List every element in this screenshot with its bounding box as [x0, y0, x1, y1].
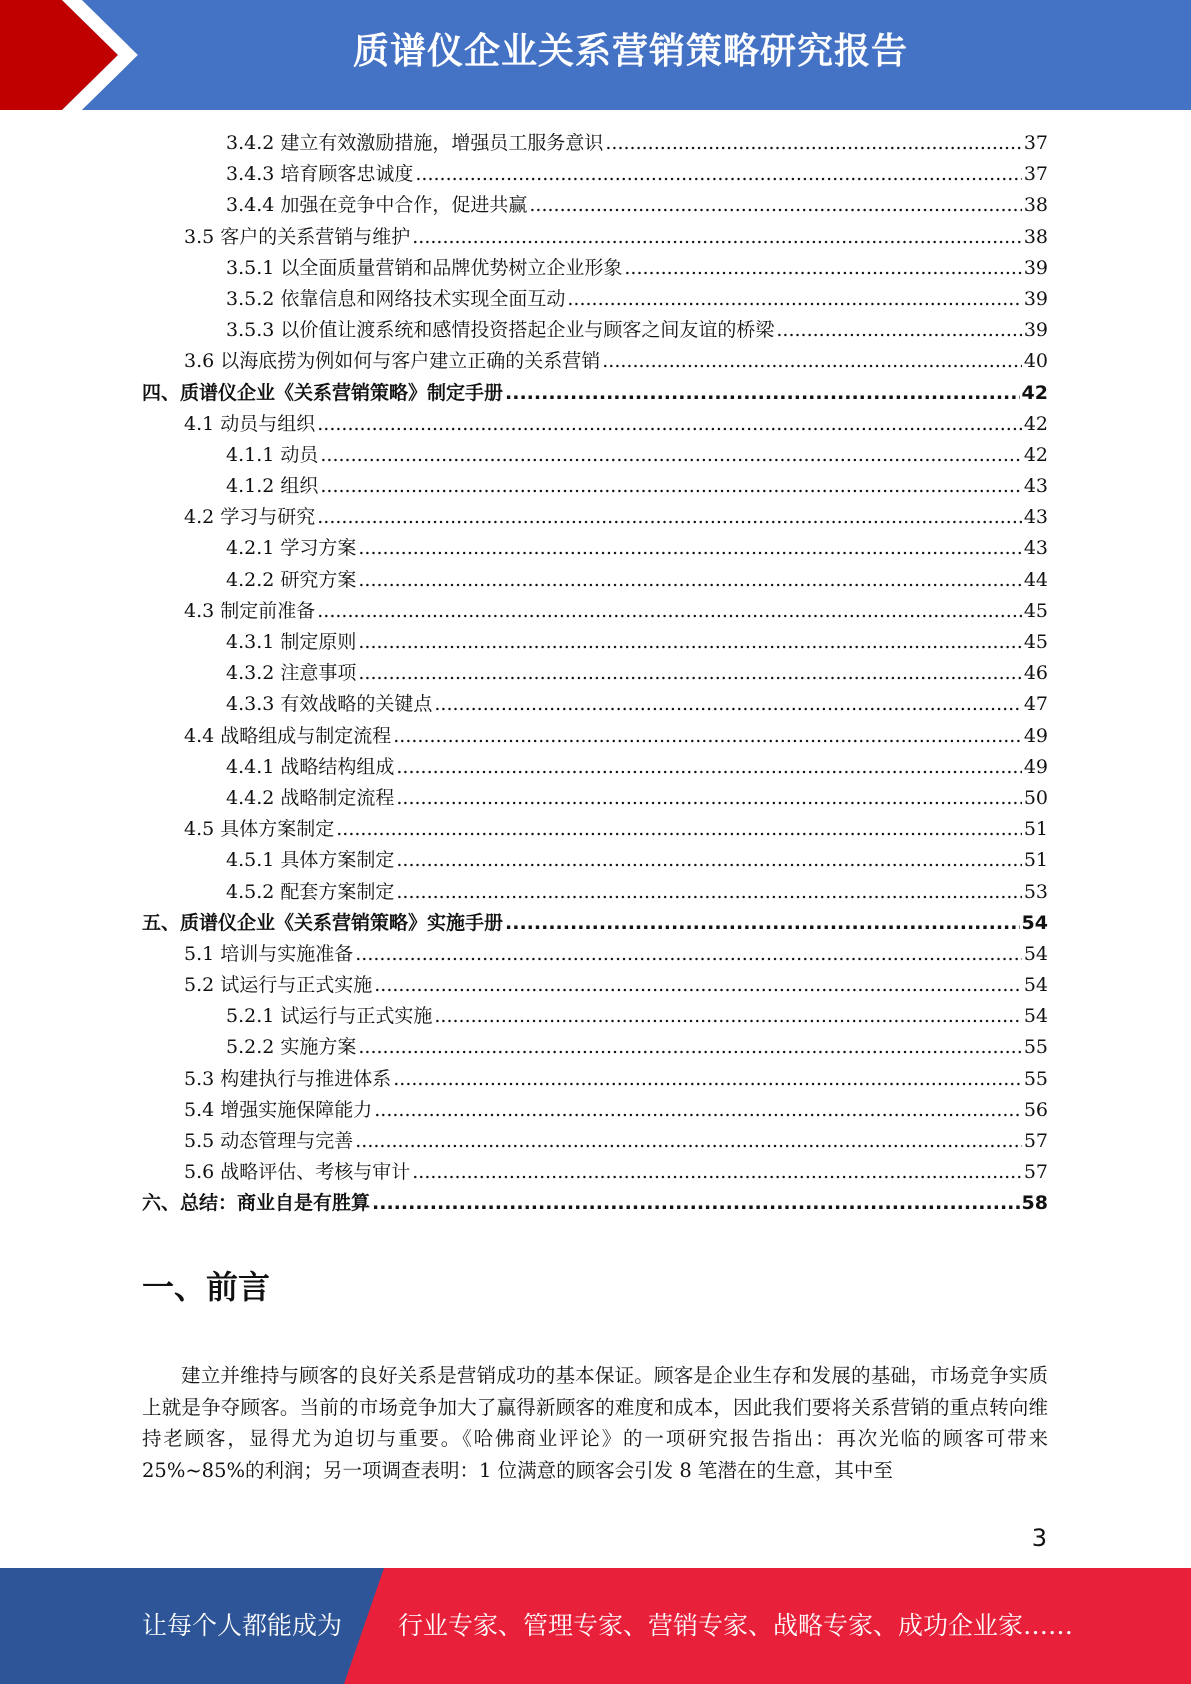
toc-entry-page: 49 [1023, 724, 1048, 747]
toc-entry-page: 56 [1023, 1098, 1048, 1121]
toc-leader-dots [396, 849, 1021, 871]
toc-entry[interactable] [142, 1126, 1048, 1157]
toc-entry[interactable] [142, 908, 1048, 939]
page-header [0, 0, 1191, 110]
toc-entry-label: 4.4.1 战略结构组成 [226, 755, 395, 778]
toc-leader-dots [320, 444, 1021, 466]
toc-leader-dots [317, 413, 1022, 435]
toc-entry[interactable] [142, 128, 1048, 159]
toc-leader-dots [505, 912, 1020, 934]
toc-leader-dots [317, 600, 1022, 622]
toc-entry-label: 5.6 战略评估、考核与审计 [184, 1161, 411, 1184]
toc-leader-dots [317, 506, 1022, 528]
toc-entry-page: 53 [1023, 880, 1048, 903]
toc-entry-label: 5.2.1 试运行与正式实施 [226, 1005, 433, 1028]
toc-entry-page: 37 [1023, 163, 1048, 186]
toc-entry[interactable] [142, 783, 1048, 814]
toc-entry-label: 六、总结：商业自是有胜算 [142, 1192, 371, 1215]
toc-leader-dots [434, 1005, 1021, 1027]
toc-leader-dots [602, 350, 1022, 372]
toc-entry-label: 5.3 构建执行与推进体系 [184, 1067, 392, 1090]
toc-entry[interactable] [142, 1064, 1048, 1095]
toc-leader-dots [374, 974, 1022, 996]
toc-entry-label: 5.1 培训与实施准备 [184, 942, 354, 965]
toc-entry-label: 3.5.1 以全面质量营销和品牌优势树立企业形象 [226, 256, 623, 279]
toc-entry-page: 51 [1023, 849, 1048, 872]
toc-entry-label: 4.2.2 研究方案 [226, 568, 357, 591]
toc-entry[interactable] [142, 284, 1048, 315]
toc-entry-label: 4.5.2 配套方案制定 [226, 880, 395, 903]
toc-leader-dots [393, 725, 1022, 747]
toc-entry[interactable] [142, 378, 1048, 409]
toc-entry[interactable] [142, 1188, 1048, 1219]
toc-entry[interactable] [142, 190, 1048, 221]
toc-entry[interactable] [142, 721, 1048, 752]
toc-entry-page: 49 [1023, 755, 1048, 778]
toc-entry-label: 5.4 增强实施保障能力 [184, 1098, 373, 1121]
toc-leader-dots [358, 631, 1021, 653]
toc-leader-dots [358, 662, 1021, 684]
toc-entry-label: 4.3.1 制定原则 [226, 631, 357, 653]
toc-entry-label: 4.2 学习与研究 [184, 506, 316, 529]
toc-entry-label: 4.5 具体方案制定 [184, 818, 335, 841]
toc-entry-page: 51 [1023, 818, 1048, 841]
footer-slogan-left: 让每个人都能成为 [142, 1611, 343, 1640]
toc-leader-dots [396, 787, 1021, 809]
toc-entry-page: 38 [1023, 225, 1048, 248]
toc-entry-label: 3.4.2 建立有效激励措施，增强员工服务意识 [226, 132, 604, 154]
toc-entry-label: 4.3.3 有效战略的关键点 [226, 693, 433, 716]
toc-entry-label: 5.2.2 实施方案 [226, 1036, 357, 1059]
toc-leader-dots [336, 818, 1022, 840]
toc-entry[interactable] [142, 877, 1048, 908]
toc-entry-page: 54 [1021, 911, 1048, 934]
toc-entry-page: 45 [1023, 599, 1048, 622]
toc-entry[interactable] [142, 565, 1048, 596]
toc-entry[interactable] [142, 409, 1048, 440]
toc-leader-dots [776, 319, 1021, 341]
toc-entry[interactable] [142, 1032, 1048, 1063]
toc-entry[interactable] [142, 471, 1048, 502]
toc-entry[interactable] [142, 533, 1048, 564]
page-number: 3 [1031, 1524, 1047, 1552]
toc-entry-page: 40 [1023, 350, 1048, 373]
toc-entry-label: 3.4.3 培育顾客忠诚度 [226, 163, 414, 186]
toc-entry-page: 47 [1023, 693, 1048, 716]
toc-leader-dots [396, 881, 1021, 903]
toc-entry[interactable] [142, 752, 1048, 783]
toc-entry-page: 42 [1023, 443, 1048, 466]
toc-entry[interactable] [142, 658, 1048, 689]
toc-entry[interactable] [142, 1095, 1048, 1126]
toc-leader-dots [355, 943, 1022, 965]
toc-entry[interactable] [142, 222, 1048, 253]
toc-entry-page: 55 [1023, 1067, 1048, 1090]
header-red-arrow [0, 0, 150, 110]
toc-leader-dots [624, 257, 1021, 279]
table-of-contents [142, 128, 1048, 1220]
toc-leader-dots [374, 1099, 1022, 1121]
toc-entry-page: 38 [1023, 194, 1048, 217]
toc-entry-page: 39 [1023, 256, 1048, 279]
toc-entry[interactable] [142, 627, 1048, 658]
toc-entry[interactable] [142, 502, 1048, 533]
report-title: 质谱仪企业关系营销策略研究报告 [352, 31, 908, 72]
toc-leader-dots [355, 1130, 1022, 1152]
toc-entry-label: 4.3.2 注意事项 [226, 662, 357, 685]
toc-entry-label: 3.5.3 以价值让渡系统和感情投资搭起企业与顾客之间友谊的桥梁 [226, 319, 775, 342]
toc-entry-page: 54 [1023, 942, 1048, 965]
toc-entry[interactable] [142, 689, 1048, 720]
toc-entry[interactable] [142, 440, 1048, 471]
toc-entry-page: 39 [1023, 287, 1048, 310]
toc-entry[interactable] [142, 253, 1048, 284]
body-paragraph: 建立并维持与顾客的良好关系是营销成功的基本保证。顾客是企业生存和发展的基础，市场竞争实质上就是争夺顾客。当前的市场竞争加大了赢得新顾客的难度和成本，因此我们要将关系营销的重点转向维持老顾客，显得尤为迫切与重要。《哈佛商业评论》的一项研究报告指出：再次光临的顾客可带来 25%~85%的利润；另一项调查表明：1 位满意的顾客会引发 8 笔潜在的生意，其中至 [142, 1364, 1048, 1482]
toc-entry-label: 3.5.2 依靠信息和网络技术实现全面互动 [226, 287, 566, 310]
toc-entry-page: 57 [1023, 1161, 1048, 1184]
section-heading: 一、前言 [142, 1268, 271, 1306]
toc-entry-label: 4.1 动员与组织 [184, 412, 316, 435]
page-footer [0, 1568, 1191, 1684]
toc-leader-dots [412, 226, 1022, 248]
toc-entry-page: 42 [1021, 381, 1048, 404]
toc-entry-page: 55 [1023, 1036, 1048, 1059]
toc-entry-label: 五、质谱仪企业《关系营销策略》实施手册 [142, 911, 504, 934]
toc-entry-label: 4.4.2 战略制定流程 [226, 786, 395, 809]
toc-leader-dots [320, 475, 1021, 497]
toc-entry-page: 42 [1023, 412, 1048, 435]
toc-leader-dots [567, 288, 1021, 310]
toc-entry-page: 37 [1023, 132, 1048, 154]
toc-entry-page: 50 [1023, 786, 1048, 809]
toc-entry[interactable] [142, 814, 1048, 845]
toc-entry-label: 4.3 制定前准备 [184, 599, 316, 622]
toc-entry[interactable] [142, 939, 1048, 970]
toc-entry-label: 4.1.2 组织 [226, 475, 319, 498]
toc-entry-label: 5.5 动态管理与完善 [184, 1130, 354, 1152]
toc-leader-dots [605, 132, 1021, 154]
toc-leader-dots [358, 569, 1021, 591]
toc-entry-label: 4.4 战略组成与制定流程 [184, 724, 392, 747]
toc-entry-page: 43 [1023, 537, 1048, 560]
toc-entry[interactable] [142, 970, 1048, 1001]
toc-leader-dots [396, 756, 1021, 778]
toc-leader-dots [412, 1161, 1022, 1183]
toc-entry-page: 58 [1021, 1192, 1048, 1215]
toc-entry-label: 4.5.1 具体方案制定 [226, 849, 395, 872]
toc-entry-page: 43 [1023, 475, 1048, 498]
toc-entry-page: 44 [1023, 568, 1048, 591]
toc-entry[interactable] [142, 159, 1048, 190]
toc-entry-label: 4.1.1 动员 [226, 443, 319, 466]
toc-entry-page: 39 [1023, 319, 1048, 342]
toc-entry-label: 四、质谱仪企业《关系营销策略》制定手册 [142, 381, 504, 404]
toc-entry-page: 54 [1023, 974, 1048, 997]
footer-slogan-right: 行业专家、管理专家、营销专家、战略专家、成功企业家…… [398, 1611, 1074, 1640]
toc-entry[interactable] [142, 346, 1048, 377]
toc-entry-label: 4.2.1 学习方案 [226, 537, 357, 560]
toc-entry-page: 57 [1023, 1130, 1048, 1152]
toc-entry[interactable] [142, 1157, 1048, 1188]
toc-leader-dots [415, 163, 1021, 185]
toc-entry[interactable] [142, 1001, 1048, 1032]
toc-leader-dots [372, 1192, 1020, 1214]
toc-entry-page: 46 [1023, 662, 1048, 685]
toc-leader-dots [505, 382, 1020, 404]
toc-entry[interactable] [142, 845, 1048, 876]
toc-leader-dots [434, 693, 1021, 715]
toc-leader-dots [358, 1036, 1021, 1058]
toc-entry-page: 45 [1023, 631, 1048, 653]
toc-leader-dots [393, 1068, 1022, 1090]
toc-entry-label: 3.4.4 加强在竞争中合作，促进共赢 [226, 194, 528, 217]
toc-entry-label: 3.5 客户的关系营销与维护 [184, 225, 411, 248]
toc-entry[interactable] [142, 596, 1048, 627]
toc-entry-page: 43 [1023, 506, 1048, 529]
toc-leader-dots [358, 537, 1021, 559]
toc-entry-label: 5.2 试运行与正式实施 [184, 974, 373, 997]
toc-leader-dots [529, 194, 1021, 216]
toc-entry[interactable] [142, 315, 1048, 346]
toc-entry-label: 3.6 以海底捞为例如何与客户建立正确的关系营销 [184, 350, 601, 373]
toc-entry-page: 54 [1023, 1005, 1048, 1028]
